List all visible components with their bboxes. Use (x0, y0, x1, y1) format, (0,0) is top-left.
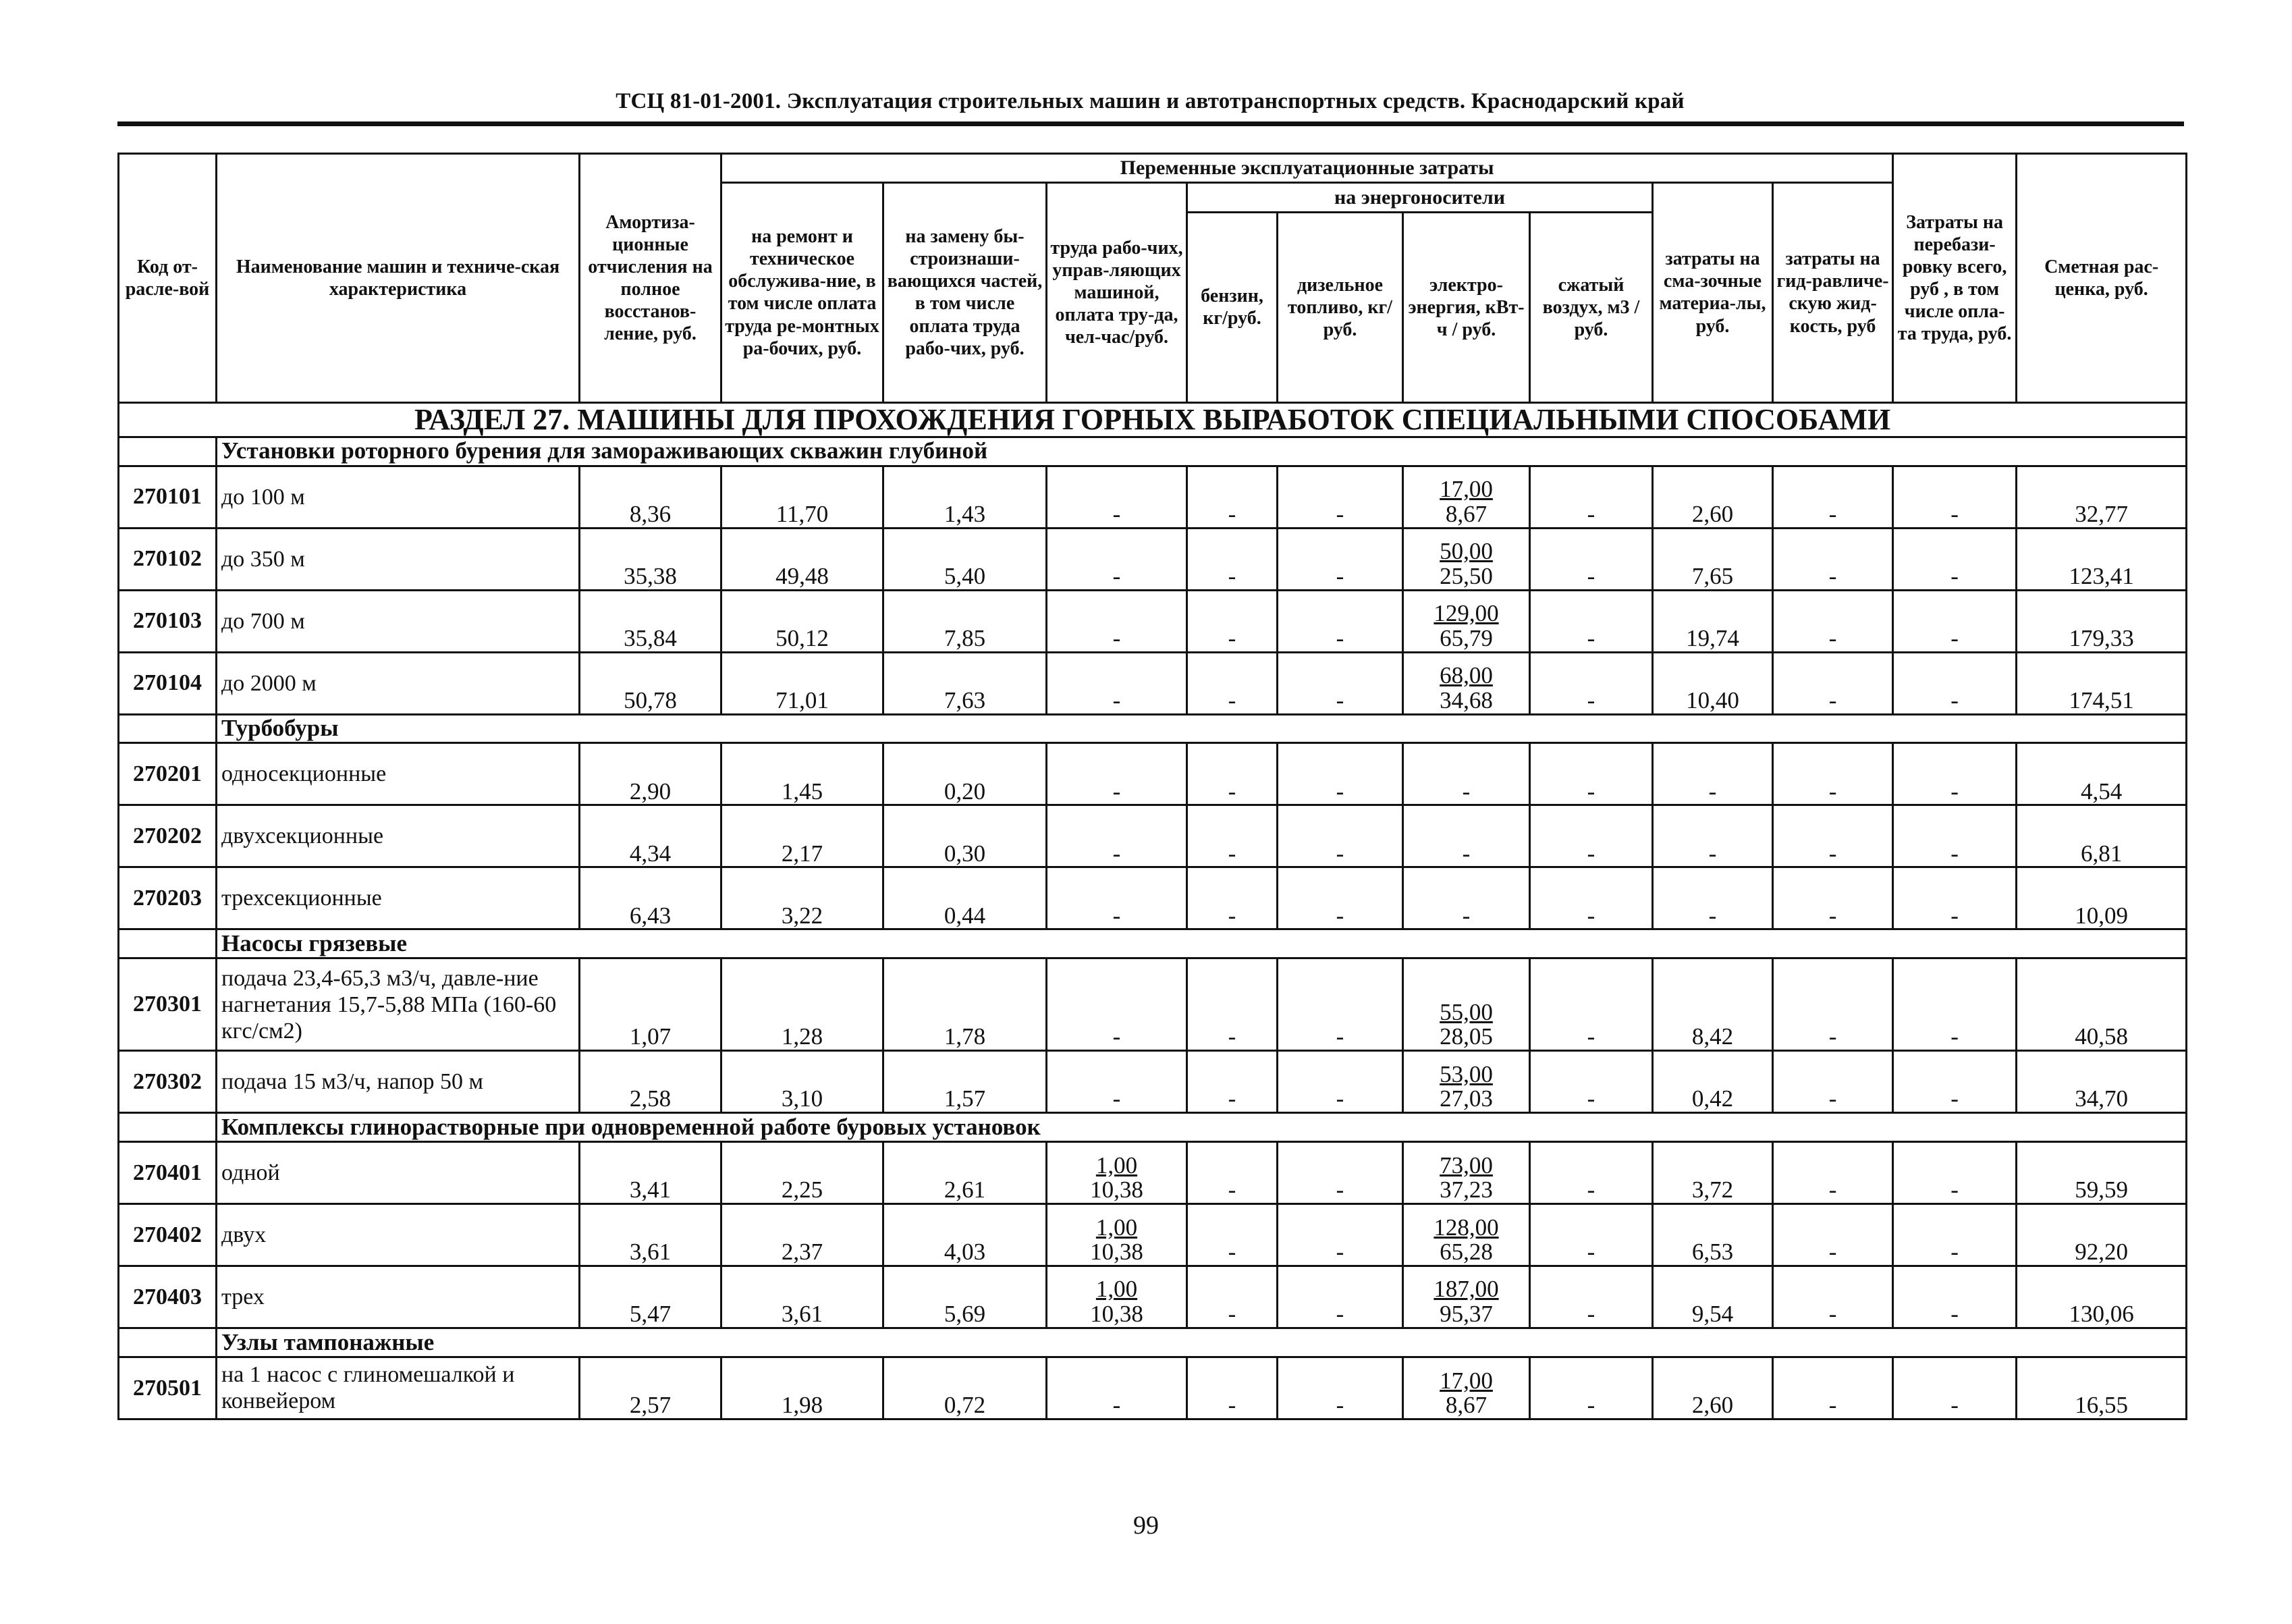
cell-labor-cost: - (1112, 562, 1121, 589)
cell-labor (1047, 743, 1187, 805)
cell-lube: 19,74 (1653, 590, 1773, 652)
cell-electric (1403, 1357, 1530, 1419)
cell-petrol: - (1187, 528, 1278, 590)
cell-lube: 2,60 (1653, 1357, 1773, 1419)
cell-hydraulic: - (1773, 743, 1893, 805)
row-code: 270501 (119, 1357, 217, 1419)
cell-electric-kwh: 17,00 (1440, 476, 1493, 503)
cell-amort: 1,07 (580, 958, 721, 1051)
cell-diesel: - (1278, 1051, 1403, 1113)
cell-replace: 4,03 (883, 1204, 1047, 1266)
cell-electric-kwh: 68,00 (1440, 662, 1493, 689)
cell-air: - (1530, 590, 1653, 652)
table-row (119, 958, 2187, 1051)
row-name: подача 23,4-65,3 м3/ч, давле-ние нагнетания 15,7-5,88 МПа (160-60 кгс/см2) (217, 958, 580, 1051)
cell-labor-cost: 10,38 (1090, 1239, 1143, 1266)
cell-air: - (1530, 1051, 1653, 1113)
cell-amort: 35,84 (580, 590, 721, 652)
cell-electric-cost: 65,79 (1440, 624, 1493, 651)
cell-air: - (1530, 867, 1653, 929)
table-row (119, 590, 2187, 652)
row-code: 270103 (119, 590, 217, 652)
cell-air: - (1530, 1204, 1653, 1266)
cell-replace: 0,20 (883, 743, 1047, 805)
col-header-air: сжатый воздух, м3 / руб. (1530, 212, 1653, 402)
cell-air: - (1530, 528, 1653, 590)
group-code-cell (119, 714, 217, 743)
cell-labor (1047, 590, 1187, 652)
cell-estimate: 59,59 (2017, 1142, 2187, 1204)
cell-diesel: - (1278, 590, 1403, 652)
row-name: подача 15 м3/ч, напор 50 м (217, 1051, 580, 1113)
cell-replace: 2,61 (883, 1142, 1047, 1204)
row-code: 270301 (119, 958, 217, 1051)
cell-relocation: - (1893, 1142, 2017, 1204)
cell-hydraulic: - (1773, 1357, 1893, 1419)
cell-electric-cost: 28,05 (1440, 1023, 1493, 1050)
cell-relocation: - (1893, 958, 2017, 1051)
cell-repair: 3,61 (721, 1266, 883, 1328)
cell-labor (1047, 1142, 1187, 1204)
cell-estimate: 6,81 (2017, 805, 2187, 867)
section-row (119, 402, 2187, 437)
cell-petrol: - (1187, 1204, 1278, 1266)
cell-labor (1047, 1204, 1187, 1266)
cell-repair: 1,98 (721, 1357, 883, 1419)
cell-electric-kwh: 50,00 (1440, 538, 1493, 565)
row-code: 270201 (119, 743, 217, 805)
table-row (119, 528, 2187, 590)
cell-relocation: - (1893, 1204, 2017, 1266)
cell-hydraulic: - (1773, 1204, 1893, 1266)
cell-electric (1403, 805, 1530, 867)
col-header-amort: Амортиза-ционные отчисления на полное восстанов-ление, руб. (580, 154, 721, 403)
table-row (119, 1051, 2187, 1113)
row-name: двухсекционные (217, 805, 580, 867)
row-code: 270401 (119, 1142, 217, 1204)
rates-table (117, 153, 2187, 1420)
cell-electric (1403, 1051, 1530, 1113)
group-code-cell (119, 437, 217, 466)
cell-estimate: 16,55 (2017, 1357, 2187, 1419)
cell-hydraulic: - (1773, 528, 1893, 590)
col-header-energy-group: на энергоносители (1187, 183, 1653, 212)
cell-lube: - (1653, 867, 1773, 929)
cell-labor-cost: - (1112, 1085, 1121, 1112)
cell-diesel: - (1278, 1142, 1403, 1204)
col-header-hydraulic: затраты на гид-равличе-скую жид-кость, руб (1773, 183, 1893, 402)
cell-electric-kwh: 128,00 (1434, 1214, 1499, 1241)
cell-lube: 0,42 (1653, 1051, 1773, 1113)
cell-electric-kwh: 187,00 (1434, 1276, 1499, 1303)
cell-replace: 0,72 (883, 1357, 1047, 1419)
cell-labor (1047, 867, 1187, 929)
cell-replace: 1,57 (883, 1051, 1047, 1113)
cell-amort: 35,38 (580, 528, 721, 590)
cell-labor-cost: - (1112, 1023, 1121, 1050)
col-header-labor: труда рабо-чих, управ-ляющих машиной, оплата тру-да, чел-час/руб. (1047, 183, 1187, 402)
cell-electric (1403, 590, 1530, 652)
cell-labor-cost: - (1112, 778, 1121, 805)
group-header-row (119, 437, 2187, 466)
cell-estimate: 40,58 (2017, 958, 2187, 1051)
cell-air: - (1530, 1357, 1653, 1419)
cell-electric-cost: 8,67 (1445, 1392, 1488, 1419)
cell-electric-kwh: 73,00 (1440, 1152, 1493, 1179)
cell-electric (1403, 1266, 1530, 1328)
cell-electric-cost: 25,50 (1440, 562, 1493, 589)
cell-hydraulic: - (1773, 1266, 1893, 1328)
cell-amort: 3,41 (580, 1142, 721, 1204)
cell-labor (1047, 652, 1187, 714)
group-code-cell (119, 1113, 217, 1142)
cell-petrol: - (1187, 1357, 1278, 1419)
col-header-estimate: Сметная рас-ценка, руб. (2017, 154, 2187, 403)
cell-lube: - (1653, 805, 1773, 867)
cell-air: - (1530, 1142, 1653, 1204)
col-header-replace: на замену бы-строизнаши-вающихся частей, в том числе оплата труда рабо-чих, руб. (883, 183, 1047, 402)
cell-repair: 2,25 (721, 1142, 883, 1204)
cell-hydraulic: - (1773, 867, 1893, 929)
cell-air: - (1530, 1266, 1653, 1328)
cell-petrol: - (1187, 1142, 1278, 1204)
cell-electric-kwh: 129,00 (1434, 600, 1499, 627)
cell-electric-cost: - (1462, 778, 1471, 805)
cell-relocation: - (1893, 466, 2017, 528)
cell-estimate: 174,51 (2017, 652, 2187, 714)
cell-diesel: - (1278, 743, 1403, 805)
cell-hydraulic: - (1773, 652, 1893, 714)
cell-repair: 11,70 (721, 466, 883, 528)
cell-lube: 6,53 (1653, 1204, 1773, 1266)
cell-labor (1047, 1051, 1187, 1113)
cell-electric-cost: - (1462, 902, 1471, 929)
cell-electric-kwh: 17,00 (1440, 1367, 1493, 1394)
cell-electric (1403, 1142, 1530, 1204)
row-name: трехсекционные (217, 867, 580, 929)
cell-replace: 7,85 (883, 590, 1047, 652)
cell-petrol: - (1187, 652, 1278, 714)
group-title: Насосы грязевые (217, 929, 2187, 958)
cell-diesel: - (1278, 958, 1403, 1051)
cell-replace: 7,63 (883, 652, 1047, 714)
cell-electric-kwh: 55,00 (1440, 998, 1493, 1025)
cell-amort: 5,47 (580, 1266, 721, 1328)
group-title: Узлы тампонажные (217, 1328, 2187, 1357)
cell-amort: 50,78 (580, 652, 721, 714)
cell-amort: 3,61 (580, 1204, 721, 1266)
cell-petrol: - (1187, 1051, 1278, 1113)
cell-repair: 3,10 (721, 1051, 883, 1113)
cell-electric-cost: 8,67 (1445, 500, 1488, 527)
cell-estimate: 34,70 (2017, 1051, 2187, 1113)
table-row (119, 652, 2187, 714)
cell-labor-cost: - (1112, 902, 1121, 929)
cell-lube: 3,72 (1653, 1142, 1773, 1204)
row-name: одной (217, 1142, 580, 1204)
cell-air: - (1530, 743, 1653, 805)
row-name: двух (217, 1204, 580, 1266)
row-code: 270101 (119, 466, 217, 528)
cell-electric (1403, 1204, 1530, 1266)
cell-diesel: - (1278, 1266, 1403, 1328)
cell-replace: 5,40 (883, 528, 1047, 590)
cell-petrol: - (1187, 805, 1278, 867)
cell-labor-cost: - (1112, 1392, 1121, 1419)
col-header-diesel: дизельное топливо, кг/руб. (1278, 212, 1403, 402)
cell-amort: 4,34 (580, 805, 721, 867)
cell-lube: - (1653, 743, 1773, 805)
cell-relocation: - (1893, 1266, 2017, 1328)
cell-diesel: - (1278, 1357, 1403, 1419)
cell-labor (1047, 528, 1187, 590)
page-number: 99 (1133, 1511, 1159, 1540)
cell-amort: 8,36 (580, 466, 721, 528)
col-header-code: Код от-расле-вой (119, 154, 217, 403)
cell-relocation: - (1893, 528, 2017, 590)
cell-petrol: - (1187, 1266, 1278, 1328)
cell-repair: 2,17 (721, 805, 883, 867)
cell-estimate: 123,41 (2017, 528, 2187, 590)
cell-lube: 8,42 (1653, 958, 1773, 1051)
group-header-row (119, 1113, 2187, 1142)
header-rule (117, 121, 2184, 126)
cell-amort: 2,90 (580, 743, 721, 805)
cell-amort: 2,58 (580, 1051, 721, 1113)
cell-electric-cost: 95,37 (1440, 1301, 1493, 1328)
cell-electric-kwh: 53,00 (1440, 1060, 1493, 1087)
cell-repair: 50,12 (721, 590, 883, 652)
cell-repair: 71,01 (721, 652, 883, 714)
cell-labor (1047, 466, 1187, 528)
cell-replace: 5,69 (883, 1266, 1047, 1328)
col-header-electric: электро-энергия, кВт-ч / руб. (1403, 212, 1530, 402)
row-code: 270203 (119, 867, 217, 929)
group-title: Комплексы глинорастворные при одновременной работе буровых установок (217, 1113, 2187, 1142)
cell-replace: 0,30 (883, 805, 1047, 867)
cell-amort: 2,57 (580, 1357, 721, 1419)
group-code-cell (119, 929, 217, 958)
group-header-row (119, 714, 2187, 743)
row-name: односекционные (217, 743, 580, 805)
table-row (119, 805, 2187, 867)
cell-labor-cost: - (1112, 686, 1121, 713)
cell-petrol: - (1187, 743, 1278, 805)
cell-labor-cost: - (1112, 840, 1121, 867)
row-code: 270403 (119, 1266, 217, 1328)
cell-petrol: - (1187, 867, 1278, 929)
cell-petrol: - (1187, 466, 1278, 528)
table-row (119, 1357, 2187, 1419)
cell-labor-hours: 1,00 (1095, 1276, 1138, 1303)
table-row (119, 1142, 2187, 1204)
cell-hydraulic: - (1773, 1051, 1893, 1113)
table-row (119, 867, 2187, 929)
cell-hydraulic: - (1773, 958, 1893, 1051)
cell-electric (1403, 528, 1530, 590)
cell-electric-cost: 27,03 (1440, 1085, 1493, 1112)
row-code: 270104 (119, 652, 217, 714)
table-row (119, 1266, 2187, 1328)
cell-electric (1403, 466, 1530, 528)
row-name: до 700 м (217, 590, 580, 652)
cell-replace: 1,78 (883, 958, 1047, 1051)
cell-labor-hours: 1,00 (1095, 1152, 1138, 1179)
row-name: до 2000 м (217, 652, 580, 714)
cell-electric-cost: - (1462, 840, 1471, 867)
cell-labor-cost: - (1112, 624, 1121, 651)
group-header-row (119, 1328, 2187, 1357)
cell-diesel: - (1278, 805, 1403, 867)
cell-electric (1403, 743, 1530, 805)
cell-electric-cost: 65,28 (1440, 1239, 1493, 1266)
cell-labor (1047, 958, 1187, 1051)
cell-estimate: 10,09 (2017, 867, 2187, 929)
cell-estimate: 130,06 (2017, 1266, 2187, 1328)
cell-repair: 3,22 (721, 867, 883, 929)
table-row (119, 1204, 2187, 1266)
cell-repair: 1,45 (721, 743, 883, 805)
cell-petrol: - (1187, 958, 1278, 1051)
page-header-title: ТСЦ 81-01-2001. Эксплуатация строительных машин и автотранспортных средств. Краснодарский край (616, 89, 1685, 113)
cell-estimate: 4,54 (2017, 743, 2187, 805)
table-row (119, 743, 2187, 805)
cell-diesel: - (1278, 867, 1403, 929)
cell-amort: 6,43 (580, 867, 721, 929)
cell-lube: 10,40 (1653, 652, 1773, 714)
cell-relocation: - (1893, 743, 2017, 805)
row-code: 270302 (119, 1051, 217, 1113)
cell-electric (1403, 867, 1530, 929)
cell-hydraulic: - (1773, 466, 1893, 528)
cell-relocation: - (1893, 805, 2017, 867)
cell-air: - (1530, 958, 1653, 1051)
cell-electric-cost: 37,23 (1440, 1176, 1493, 1203)
cell-replace: 1,43 (883, 466, 1047, 528)
cell-electric (1403, 958, 1530, 1051)
row-name: на 1 насос с глиномешалкой и конвейером (217, 1357, 580, 1419)
cell-relocation: - (1893, 867, 2017, 929)
cell-labor-cost: 10,38 (1090, 1176, 1143, 1203)
cell-electric-cost: 34,68 (1440, 686, 1493, 713)
row-code: 270402 (119, 1204, 217, 1266)
cell-repair: 2,37 (721, 1204, 883, 1266)
row-code: 270102 (119, 528, 217, 590)
col-header-lube: затраты на сма-зочные материа-лы, руб. (1653, 183, 1773, 402)
cell-estimate: 179,33 (2017, 590, 2187, 652)
cell-diesel: - (1278, 528, 1403, 590)
col-header-name: Наименование машин и техниче-ская характеристика (217, 154, 580, 403)
cell-relocation: - (1893, 1357, 2017, 1419)
cell-diesel: - (1278, 652, 1403, 714)
cell-labor (1047, 1357, 1187, 1419)
cell-hydraulic: - (1773, 1142, 1893, 1204)
cell-labor (1047, 805, 1187, 867)
cell-air: - (1530, 805, 1653, 867)
row-name: трех (217, 1266, 580, 1328)
group-header-row (119, 929, 2187, 958)
cell-hydraulic: - (1773, 590, 1893, 652)
col-header-petrol: бензин, кг/руб. (1187, 212, 1278, 402)
cell-labor (1047, 1266, 1187, 1328)
group-title: Установки роторного бурения для замораживающих скважин глубиной (217, 437, 2187, 466)
cell-diesel: - (1278, 1204, 1403, 1266)
cell-hydraulic: - (1773, 805, 1893, 867)
row-code: 270202 (119, 805, 217, 867)
cell-estimate: 92,20 (2017, 1204, 2187, 1266)
cell-lube: 9,54 (1653, 1266, 1773, 1328)
cell-estimate: 32,77 (2017, 466, 2187, 528)
col-header-relocation: Затраты на перебази-ровку всего, руб , в том числе опла-та труда, руб. (1893, 154, 2017, 403)
cell-labor-hours: 1,00 (1095, 1214, 1138, 1241)
row-name: до 100 м (217, 466, 580, 528)
row-name: до 350 м (217, 528, 580, 590)
cell-lube: 2,60 (1653, 466, 1773, 528)
cell-repair: 49,48 (721, 528, 883, 590)
col-header-variable-group: Переменные эксплуатационные затраты (721, 154, 1893, 183)
cell-relocation: - (1893, 590, 2017, 652)
header-row-1 (119, 154, 2187, 183)
cell-relocation: - (1893, 1051, 2017, 1113)
col-header-repair: на ремонт и техническое обслужива-ние, в том числе оплата труда ре-монтных ра-бочих, руб. (721, 183, 883, 402)
cell-petrol: - (1187, 590, 1278, 652)
table-row (119, 466, 2187, 528)
group-title: Турбобуры (217, 714, 2187, 743)
cell-air: - (1530, 652, 1653, 714)
cell-labor-cost: 10,38 (1090, 1301, 1143, 1328)
cell-labor-cost: - (1112, 500, 1121, 527)
cell-diesel: - (1278, 466, 1403, 528)
cell-electric (1403, 652, 1530, 714)
cell-repair: 1,28 (721, 958, 883, 1051)
group-code-cell (119, 1328, 217, 1357)
cell-lube: 7,65 (1653, 528, 1773, 590)
cell-replace: 0,44 (883, 867, 1047, 929)
section-title: РАЗДЕЛ 27. МАШИНЫ ДЛЯ ПРОХОЖДЕНИЯ ГОРНЫХ ВЫРАБОТОК СПЕЦИАЛЬНЫМИ СПОСОБАМИ (119, 402, 2187, 437)
cell-air: - (1530, 466, 1653, 528)
cell-relocation: - (1893, 652, 2017, 714)
